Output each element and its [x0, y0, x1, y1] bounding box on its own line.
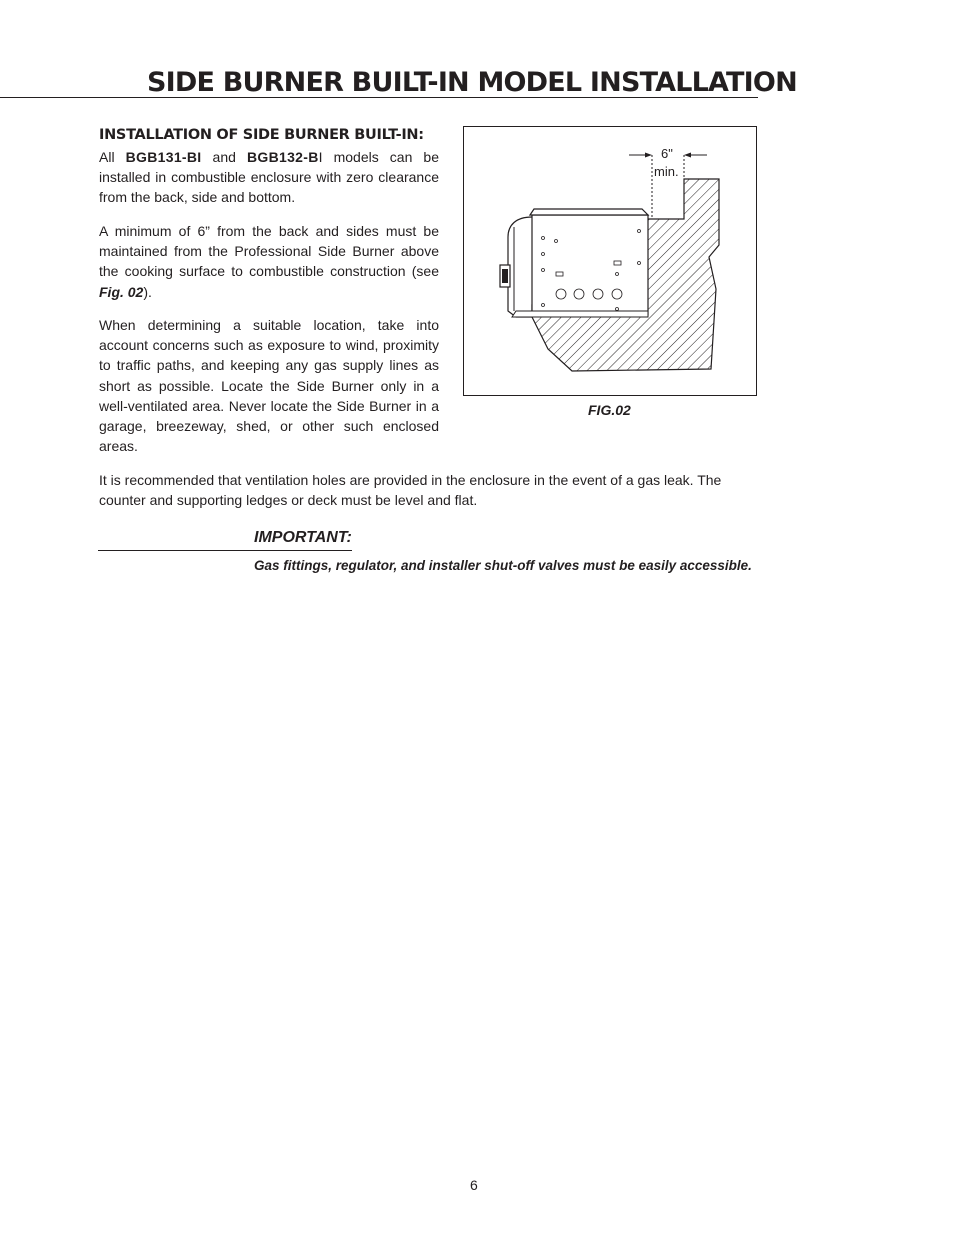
burner-front-curve — [508, 217, 532, 317]
paragraph-models — [99, 147, 439, 208]
burner-base — [512, 311, 648, 317]
dimension-value: 6" — [661, 146, 673, 161]
figure-reference: Fig. 02 — [99, 283, 144, 300]
paragraph-clearance — [99, 221, 439, 302]
p2-pre: A minimum of 6” from the back and sides must be maintained from the Professional Side Burner above the cooking surface to combustible construction (see — [99, 223, 439, 280]
title-underline — [0, 97, 758, 98]
important-label: IMPORTANT: — [254, 529, 352, 546]
page-title: SIDE BURNER BUILT-IN MODEL INSTALLATION — [147, 67, 797, 98]
burner-body — [532, 215, 648, 315]
p2-post: ). — [143, 283, 152, 300]
important-rule — [98, 550, 352, 551]
installation-diagram — [464, 127, 758, 397]
figure-caption: FIG.02 — [588, 402, 631, 418]
important-text: Gas fittings, regulator, and installer shut-off valves must be easily accessible. — [254, 558, 752, 573]
p1-mid: and — [201, 149, 247, 165]
p1-pre: All — [99, 149, 126, 165]
section-heading: INSTALLATION OF SIDE BURNER BUILT-IN: — [99, 127, 424, 143]
dimension-unit: min. — [654, 164, 679, 179]
model-bgb131: BGB131-BI — [125, 149, 202, 165]
p1-post: I models can be installed in combustible enclosure with zero clearance from the back, side and bottom. — [99, 149, 440, 206]
model-bgb132: BGB132-B — [246, 149, 319, 165]
paragraph-ventilation: It is recommended that ventilation holes are provided in the enclosure in the event of a gas leak. The counter and supporting ledges or deck must be level and flat. — [99, 472, 722, 509]
page-number: 6 — [470, 1177, 478, 1193]
paragraph-location: When determining a suitable location, take into account concerns such as exposure to wind, proximity to traffic paths, and keeping any gas supply lines as short as possible. Locate the Side Burner only in a well-ventilated area. Never locate the Side Burner in a garage, breezeway, shed, or other such enclosed areas. — [99, 317, 439, 455]
burner-lid — [530, 209, 648, 215]
figure-02-frame — [463, 126, 757, 396]
